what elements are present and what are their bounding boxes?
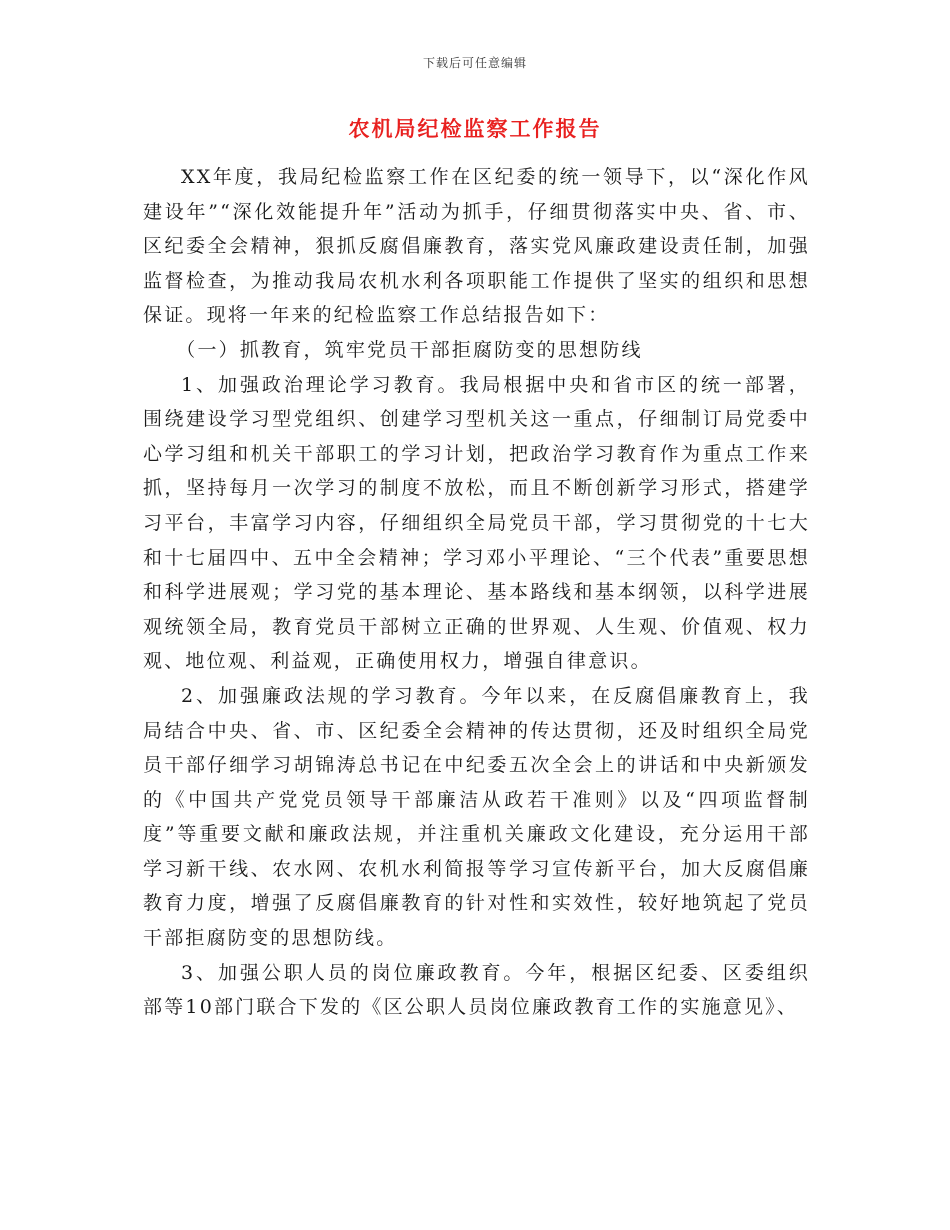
intro-paragraph: XX年度，我局纪检监察工作在区纪委的统一领导下，以“深化作风建设年”“深化效能提升年”活动为抓手，仔细贯彻落实中央、省、市、区纪委全会精神，狠抓反腐倡廉教育，落实党风廉政建设责任制，加强监督检查，为推动我局农机水利各项职能工作提供了坚实的组织和思想保证。现将一年来的纪检监察工作总结报告如下： — [143, 166, 810, 327]
document-title: 农机局纪检监察工作报告 — [348, 116, 602, 141]
body-paragraph: 3、加强公职人员的岗位廉政教育。今年，根据区纪委、区委组织部等10部门联合下发的《区公职人员岗位廉政教育工作的实施意见》、 — [143, 961, 810, 1019]
body-paragraph: 1、加强政治理论学习教育。我局根据中央和省市区的统一部署，围绕建设学习型党组织、创建学习型机关这一重点，仔细制订局党委中心学习组和机关干部职工的学习计划，把政治学习教育作为重点工作来抓，坚持每月一次学习的制度不放松，而且不断创新学习形式，搭建学习平台，丰富学习内容，仔细组织全局党员干部，学习贯彻党的十七大和十七届四中、五中全会精神；学习邓小平理论、“三个代表”重要思想和科学进展观；学习党的基本理论、基本路线和基本纲领，以科学进展观统领全局，教育党员干部树立正确的世界观、人生观、价值观、权力观、地位观、利益观，正确使用权力，增强自律意识。 — [143, 373, 810, 673]
section-heading: （一）抓教育，筑牢党员干部拒腐防变的思想防线 — [176, 338, 643, 361]
body-paragraph: 2、加强廉政法规的学习教育。今年以来，在反腐倡廉教育上，我局结合中央、省、市、区纪委全会精神的传达贯彻，还及时组织全局党员干部仔细学习胡锦涛总书记在中纪委五次全会上的讲话和中央新颁发的《中国共产党党员领导干部廉洁从政若干准则》以及“四项监督制度”等重要文献和廉政法规，并注重机关廉政文化建设，充分运用干部学习新干线、农水网、农机水利简报等学习宣传新平台，加大反腐倡廉教育力度，增强了反腐倡廉教育的针对性和实效性，较好地筑起了党员干部拒腐防变的思想防线。 — [143, 684, 810, 950]
header-note: 下载后可任意编辑 — [422, 56, 527, 70]
document-body — [143, 160, 810, 1025]
